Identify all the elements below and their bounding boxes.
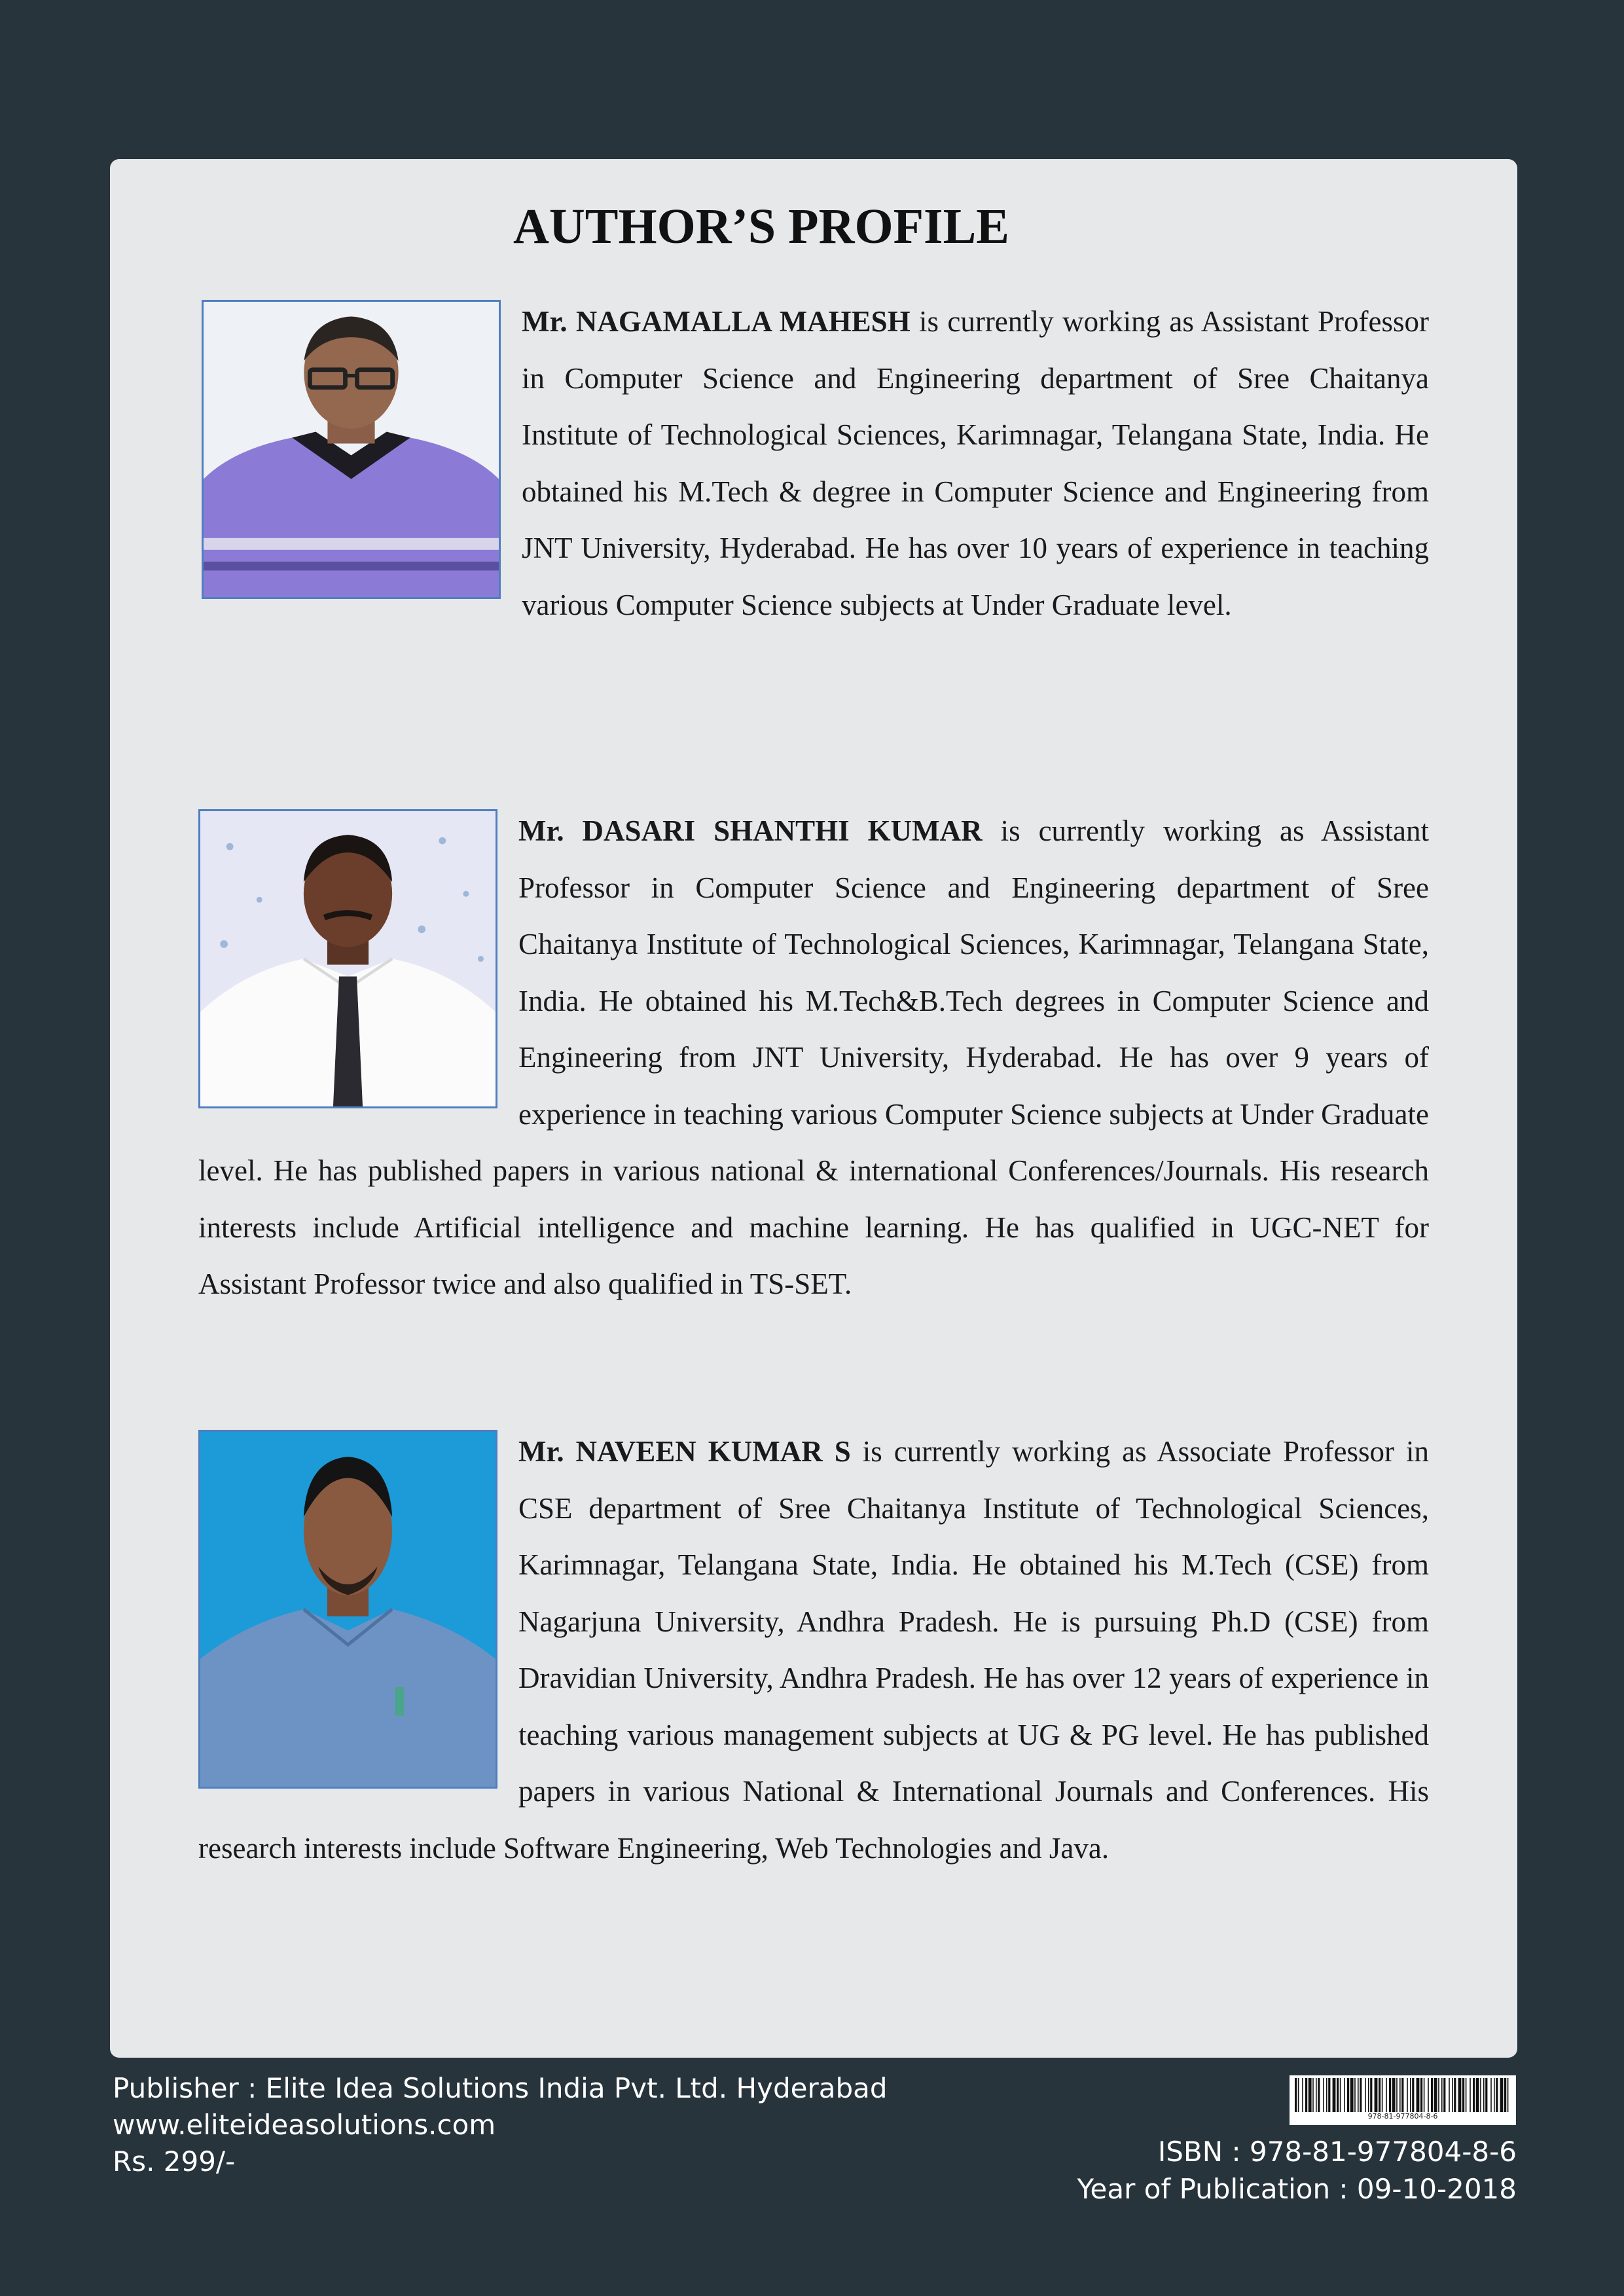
publication-details <box>1077 2133 1517 2208</box>
barcode-text: 978-81-977804-8-6 <box>1367 2112 1438 2121</box>
barcode-bar <box>1399 2078 1401 2112</box>
author-bio-2: is currently working as Assistant Professor in Computer Science and Engineering department of Sree Chaitanya Institute of Technological Sciences, Karimnagar, Telangana State, India. He obtained his M.Tech&B.Tech degrees in Computer Science and Engineering from JNT University, Hyderabad. He has over 9 years of experience in teaching various Computer Science subjects at Under Graduate level. He has published papers in various national & international Conferences/Journals. His research interests include Artificial intelligence and machine learning. He has qualified in UGC-NET for Assistant Professor twice and also qualified in TS-SET. <box>198 814 1429 1300</box>
barcode-bar <box>1340 2078 1341 2112</box>
barcode-bar <box>1295 2078 1297 2112</box>
author-photo-2 <box>198 809 497 1108</box>
barcode-bar <box>1480 2078 1481 2112</box>
barcode-bar <box>1392 2078 1396 2112</box>
barcode-bars <box>1293 2078 1512 2112</box>
barcode-bar <box>1396 2078 1398 2112</box>
author-photo-1 <box>202 300 501 599</box>
barcode-bar <box>1337 2078 1339 2112</box>
barcode-bar <box>1308 2078 1312 2112</box>
barcode-bar <box>1438 2078 1439 2112</box>
barcode-bar <box>1458 2078 1462 2112</box>
barcode-bar <box>1434 2078 1437 2112</box>
barcode-bar <box>1407 2078 1408 2112</box>
barcode-bar <box>1370 2078 1372 2112</box>
author-profile-1 <box>198 293 1429 633</box>
barcode-bar <box>1428 2078 1429 2112</box>
barcode-bar <box>1476 2078 1479 2112</box>
barcode-bar <box>1452 2078 1453 2112</box>
barcode-bar <box>1386 2078 1387 2112</box>
publisher-name: Publisher : Elite Idea Solutions India Pvt. Ltd. Hyderabad <box>113 2072 888 2104</box>
barcode-bar <box>1347 2078 1349 2112</box>
barcode-bar <box>1470 2078 1471 2112</box>
barcode-bar <box>1354 2078 1356 2112</box>
author-name-1: Mr. NAGAMALLA MAHESH <box>522 305 911 338</box>
barcode-bar <box>1350 2078 1354 2112</box>
barcode-bar <box>1302 2078 1303 2112</box>
barcode-bar <box>1298 2078 1299 2112</box>
book-price: Rs. 299/- <box>113 2145 236 2178</box>
barcode-bar <box>1344 2078 1345 2112</box>
author-photo-3 <box>198 1430 497 1789</box>
isbn-barcode <box>1290 2075 1516 2125</box>
barcode-bar <box>1323 2078 1324 2112</box>
barcode-bar <box>1316 2078 1317 2112</box>
barcode-bar <box>1379 2078 1380 2112</box>
author-bio-3: is currently working as Associate Professor in CSE department of Sree Chaitanya Institute of Technological Sciences, Karimnagar, Telangana State, India. He obtained his M.Tech (CSE) from Nagarjuna University, Andhra Pradesh. He is pursuing Ph.D (CSE) from Dravidian University, Andhra Pradesh. He has over 12 years of experience in teaching various management subjects at UG & PG level. He has published papers in various National & International Journals and Conferences. His research interests include Software Engineering, Web Technologies and Java. <box>198 1435 1430 1865</box>
barcode-bar <box>1368 2078 1369 2112</box>
barcode-bar <box>1494 2078 1495 2112</box>
barcode-bar <box>1454 2078 1456 2112</box>
page-title: AUTHOR’S PROFILE <box>513 199 1009 254</box>
publisher-website[interactable]: www.eliteideasolutions.com <box>113 2109 496 2141</box>
barcode-bar <box>1424 2078 1425 2112</box>
barcode-bar <box>1420 2078 1422 2112</box>
author-profile-panel <box>110 159 1517 2058</box>
barcode-bar <box>1328 2078 1330 2112</box>
barcode-bar <box>1462 2078 1464 2112</box>
isbn-number: ISBN : 978-81-977804-8-6 <box>1157 2136 1517 2168</box>
barcode-bar <box>1360 2078 1362 2112</box>
barcode-bar <box>1389 2078 1391 2112</box>
barcode-bar <box>1443 2078 1445 2112</box>
barcode-bar <box>1441 2078 1443 2112</box>
barcode-bar <box>1375 2078 1378 2112</box>
author-profile-3 <box>198 1423 1429 1876</box>
author-bio-1: is currently working as Assistant Professor in Computer Science and Engineering department of Sree Chaitanya Institute of Technological Sciences, Karimnagar, Telangana State, India. He obtained his M.Tech & degree in Computer Science and Engineering from JNT University, Hyderabad. He has over 10 years of experience in teaching various Computer Science subjects at Under Graduate level. <box>522 305 1430 621</box>
author-name-2: Mr. DASARI SHANTHI KUMAR <box>518 814 983 847</box>
author-profile-2 <box>198 803 1429 1313</box>
barcode-bar <box>1333 2078 1336 2112</box>
barcode-bar <box>1305 2078 1307 2112</box>
publication-year: Year of Publication : 09-10-2018 <box>1077 2173 1517 2205</box>
barcode-bar <box>1466 2078 1467 2112</box>
barcode-bar <box>1365 2078 1366 2112</box>
barcode-bar <box>1410 2078 1411 2112</box>
barcode-bar <box>1483 2078 1485 2112</box>
barcode-bar <box>1326 2078 1327 2112</box>
barcode-bar <box>1449 2078 1450 2112</box>
barcode-bar <box>1496 2078 1498 2112</box>
barcode-bar <box>1416 2078 1420 2112</box>
barcode-bar <box>1382 2078 1383 2112</box>
barcode-bar <box>1358 2078 1359 2112</box>
barcode-bar <box>1412 2078 1414 2112</box>
barcode-bar <box>1312 2078 1314 2112</box>
barcode-bar <box>1485 2078 1487 2112</box>
barcode-bar <box>1490 2078 1492 2112</box>
barcode-bar <box>1504 2078 1506 2112</box>
author-name-3: Mr. NAVEEN KUMAR S <box>518 1435 851 1468</box>
barcode-bar <box>1401 2078 1403 2112</box>
barcode-bar <box>1473 2078 1475 2112</box>
barcode-bar <box>1500 2078 1504 2112</box>
barcode-bar <box>1318 2078 1320 2112</box>
publisher-info <box>113 2070 888 2180</box>
barcode-bar <box>1431 2078 1433 2112</box>
barcode-bar <box>1507 2078 1509 2112</box>
